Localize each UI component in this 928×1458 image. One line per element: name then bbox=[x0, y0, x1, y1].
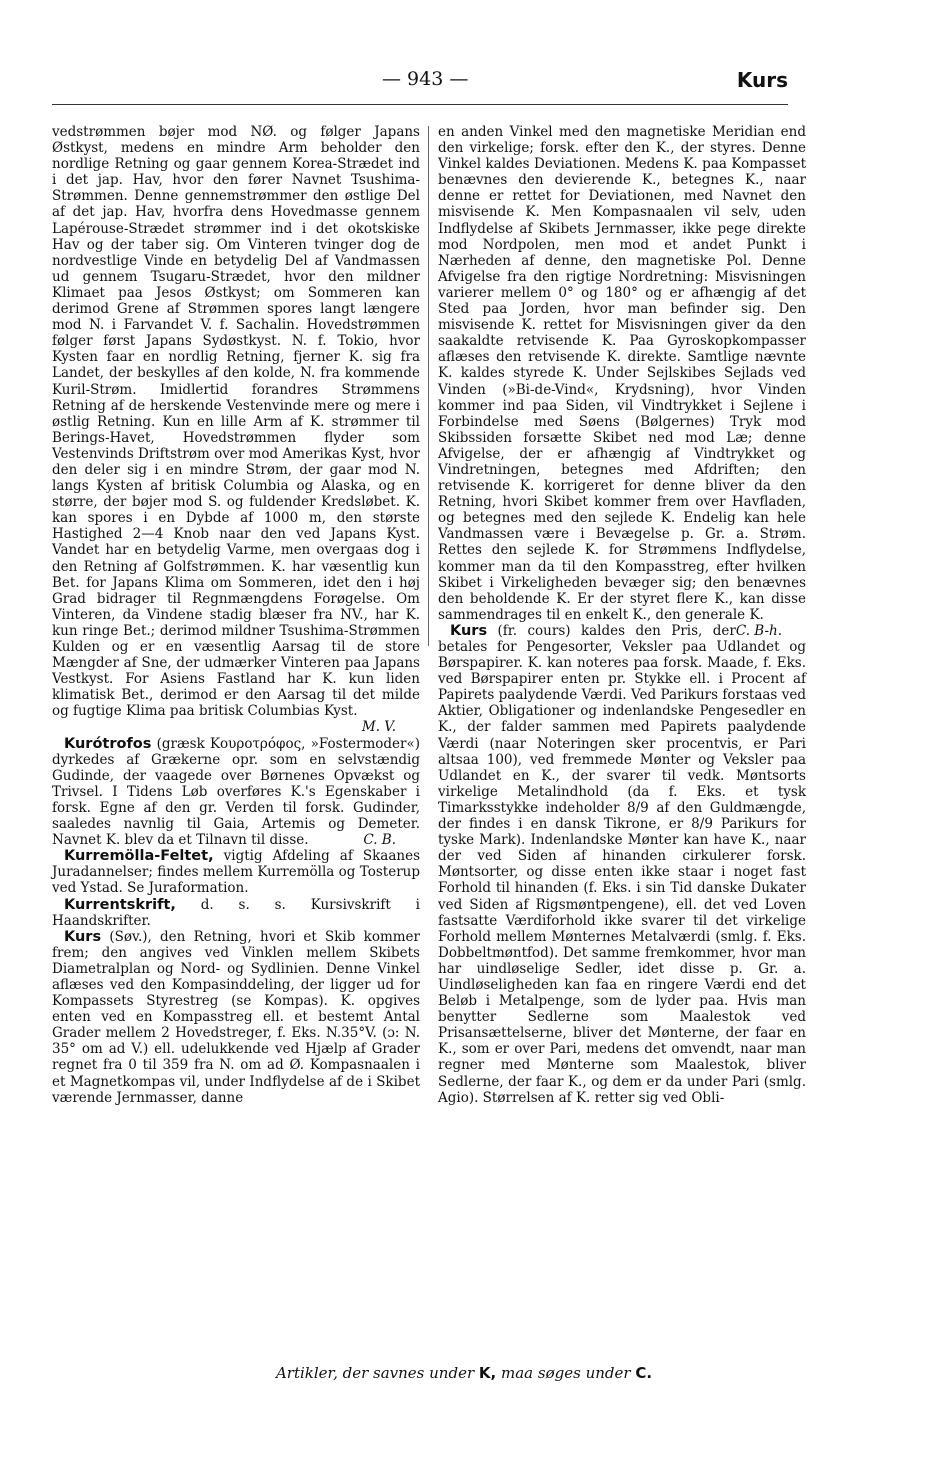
continuation-signature: M. V. bbox=[361, 719, 396, 736]
header-rule bbox=[52, 104, 788, 105]
entry-text: vigtig Afdeling af Skaanes Juradannelser; findes mellem Kurremölla og Tosterup ved Ystad. Se Juraformation. bbox=[52, 848, 421, 897]
kurs-signature: C. B-h. bbox=[735, 622, 782, 639]
headword: Kurs bbox=[64, 928, 102, 945]
page-header bbox=[52, 68, 788, 98]
entry-signature: C. B. bbox=[363, 832, 396, 849]
headword: Kurótrofos bbox=[64, 735, 152, 752]
entry-kurs-nautical bbox=[52, 929, 420, 1106]
entry-kurremolla bbox=[52, 848, 420, 896]
right-column bbox=[438, 124, 806, 1106]
continuation-text: vedstrømmen bøjer mod NØ. og følger Japans Østkyst, medens en mindre Arm beholder den nordlige Retning og gaar gennem Korea-Strædet ind i det jap. Hav, hvor den fører Navnet Tsushima-Strømmen. Denne gennemstrømmer den østlige Del af det jap. Hav, hvorfra dens Hovedmasse gennem Lapérouse-Strædet strømmer ind i det okotskiske Hav og der taber sig. Om Vinteren tvinger dog de nordvestlige Vinde en betydelig Del af Vandmassen ud gennem Tsugaru-Strædet, hvor den mildner Klimaet paa Jesos Østkyst; om Sommeren kan derimod Grene af Strømmen spores langt længere mod N. i Farvandet V. f. Sachalin. Hovedstrømmen følger først Japans Sydøstkyst. N. f. Tokio, hvor Kysten faar en nordlig Retning, fjerner K. sig fra Landet, der beskylles af den kolde, N. fra kommende Kuril-Strøm. Imidlertid forandres Strømmens Retning af de herskende Vestenvinde mere og mere i østlig Retning. Kun en lille Arm af K. strømmer til Berings-Havet, Hovedstrømmen flyder som Vestenvinds Driftstrøm over mod Amerikas Kyst, hvor den deler sig i en mindre Strøm, der gaar mod N. langs Kysten af britisk Columbia og Alaska, og en større, der bøjer mod S. og fuldender Kredsløbet. K. kan spores i en Dybde af 1000 m, den største Hastighed 2—4 Knob naar den ved Japans Kyst. Vandet har en betydelig Varme, men overgaas dog i den Retning af Golfstrømmen. K. har væsentlig kun Bet. for Japans Klima om Sommeren, idet den i høj Grad bidrager til Regnmængdens Forøgelse. Om Vinteren, da Vindene stadig blæser fra NV., har K. kun ringe Bet.; derimod mildner Tsushima-Strømmen Kulden og er en væsentlig Aarsag til de store Mængder af Sne, der udmærker Vinteren paa Japans Vestkyst. For Asiens Fastland har K. kun liden klimatisk Bet., derimod er den Aarsag til det milde og fugtige Klima paa britisk Columbias Kyst. bbox=[52, 124, 420, 720]
footer-text-middle: maa søges under bbox=[501, 1364, 631, 1382]
entry-text: (fr. cours) kaldes den Pris, der betales for Pengesorter, Veksler paa Udlandet og Børspapirer. K. kan noteres paa forsk. Maade, f. Eks. ved Børspapirer enten pr. Stykke ell. i Procent af Papirets paalydende Værdi. Ved Parikurs forstaas ved Aktier, Obligationer og indenlandske Pengesedler en K., der falder sammen med Papirets paalydende Værdi (naar Noteringen sker procentvis, er Pari altsaa 100), ved fremmede Mønter og Veksler paa Udlandet en K., der svarer til vedk. Møntsorts virkelige Metalindhold (da f. Eks. et tysk Timarksstykke indeholder 8/9 af den Guldmængde, der findes i en dansk Tikrone, er 8/9 Parikurs for tyske Mark). Indenlandske Mønter kan have K., naar der ved Siden af hinanden cirkulerer forsk. Møntsorter, og disse enten ikke staar i noget fast Forhold til hinanden (f. Eks. i sin Tid danske Dukater ved Siden af Rigsmøntpengene), ell. det ved Loven fastsatte Værdiforhold ikke svarer til det virkelige Forhold mellem Mønternes Metalværdi (smlg. f. Eks. Dobbeltmøntfod). Det samme fremkommer, hvor man har uindløselige Sedler, idet disse p. Gr. a. Uindløseligheden kan faa en ringere Værdi end det Beløb i Metalpenge, som de lyder paa. Hvis man benytter Sedlerne som Maalestok ved Prisansættelserne, bliver det Mønterne, der faar en K., som er over Pari, medens det omvendt, naar man regner med Mønterne som Maalestok, bliver Sedlerne, der faar K., og dem er da under Pari (smlg. Agio). Størrelsen af K. retter sig ved Obli- bbox=[438, 622, 806, 1106]
footer-letter-c: C. bbox=[635, 1364, 653, 1382]
entry-text: (Søv.), den Retning, hvori et Skib kommer frem; den angives ved Vinklen mellem Skibets Diametralplan og Nord- og Sydlinien. Denne Vinkel aflæses ved den Kompasinddeling, der ligger ud for Kompassets Styrestreg (se Kompas). K. opgives enten ved en Kompasstreg ell. et bestemt Antal Grader mellem 2 Hovedstreger, f. Eks. N.35°V. (ɔ: N. 35° om ad V.) ell. udelukkende ved Hjælp af Grader regnet fra 0 til 359 fra N. om ad Ø. Kompasnaalen i et Magnetkompas vil, under Indflydelse af de i Skibet værende Jernmasser, danne bbox=[52, 928, 421, 1106]
column-rule bbox=[428, 126, 429, 646]
running-head: Kurs bbox=[736, 68, 788, 92]
page-number: — 943 — bbox=[382, 68, 469, 90]
headword: Kurs bbox=[450, 622, 488, 639]
entry-text: d. s. s. Kursivskrift i Haandskrifter. bbox=[52, 896, 420, 929]
footer-text-before: Artikler, der savnes under bbox=[275, 1364, 475, 1382]
page-footer bbox=[0, 1364, 928, 1382]
headword: Kurremölla-Feltet, bbox=[64, 848, 214, 865]
footer-letter-k: K, bbox=[478, 1364, 497, 1382]
continuation-body: en anden Vinkel med den magnetiske Meridian end den virkelige; forsk. efter den K., der styres. Denne Vinkel kaldes Deviationen. Medens K. paa Kompasset benævnes den devierende K., betegnes K., naar denne er rettet for Deviationen, med Navnet den misvisende K. Men Kompasnaalen vil selv, uden Indflydelse af Skibets Jernmasser, ikke pege direkte mod Nordpolen, men mod et andet Punkt i Nærheden af denne, den magnetiske Pol. Denne Afvigelse fra den rigtige Nordretning: Misvisningen varierer mellem 0° og 180° og er afhængig af det Sted paa Jorden, hvor man befinder sig. Den misvisende K. rettet for Misvisningen giver da den saakaldte retvisende K. Paa Gyroskopkompasser aflæses den retvisende K. direkte. Samtlige nævnte K. kaldes styrede K. Under Sejlskibes Sejlads ved Vinden (»Bi-de-Vind«, Krydsning), hvor Vinden kommer ind paa Siden, vil Vindtrykket i Sejlene i Forbindelse med Søens (Bølgernes) Tryk mod Skibssiden forsætte Skibet ned mod Læ; denne Afvigelse, der er afhængig af Vindtrykket og Vindretningen, betegnes med Afdriften; den retvisende K. korrigeret for denne bliver da den Retning, hvori Skibet kommer frem over Havfladen, og betegnes med den sejlede K. Endelig kan hele Vandmassen være i Bevægelse p. Gr. a. Strøm. Rettes den sejlede K. for Strømmens Indflydelse, kommer man da til den Kompasstreg, efter hvilken Skibet i Virkeligheden bevæger sig; den benævnes den beholdende K. Er der styret flere K., kan disse sammendrages til en enkelt K., den generale K. bbox=[438, 124, 806, 623]
entry-kurrentskrift bbox=[52, 897, 420, 929]
entry-text: (græsk Κουροτρόφος, »Fostermoder«) dyrkedes af Grækerne opr. som en selvstændig Gudinde, der vaagede over Børnenes Opvækst og Trivsel. I Tidens Løb overføres K.'s Egenskaber i forsk. Egne af den gr. Verden til forsk. Gudinder, saaledes navnlig til Gaia, Artemis og Demeter. Navnet K. blev da et Tilnavn til disse. bbox=[52, 735, 420, 849]
entry-kurotrofos bbox=[52, 736, 420, 849]
left-column bbox=[52, 124, 420, 1106]
headword: Kurrentskrift, bbox=[64, 896, 176, 913]
entry-kurs-finance bbox=[438, 623, 806, 1106]
